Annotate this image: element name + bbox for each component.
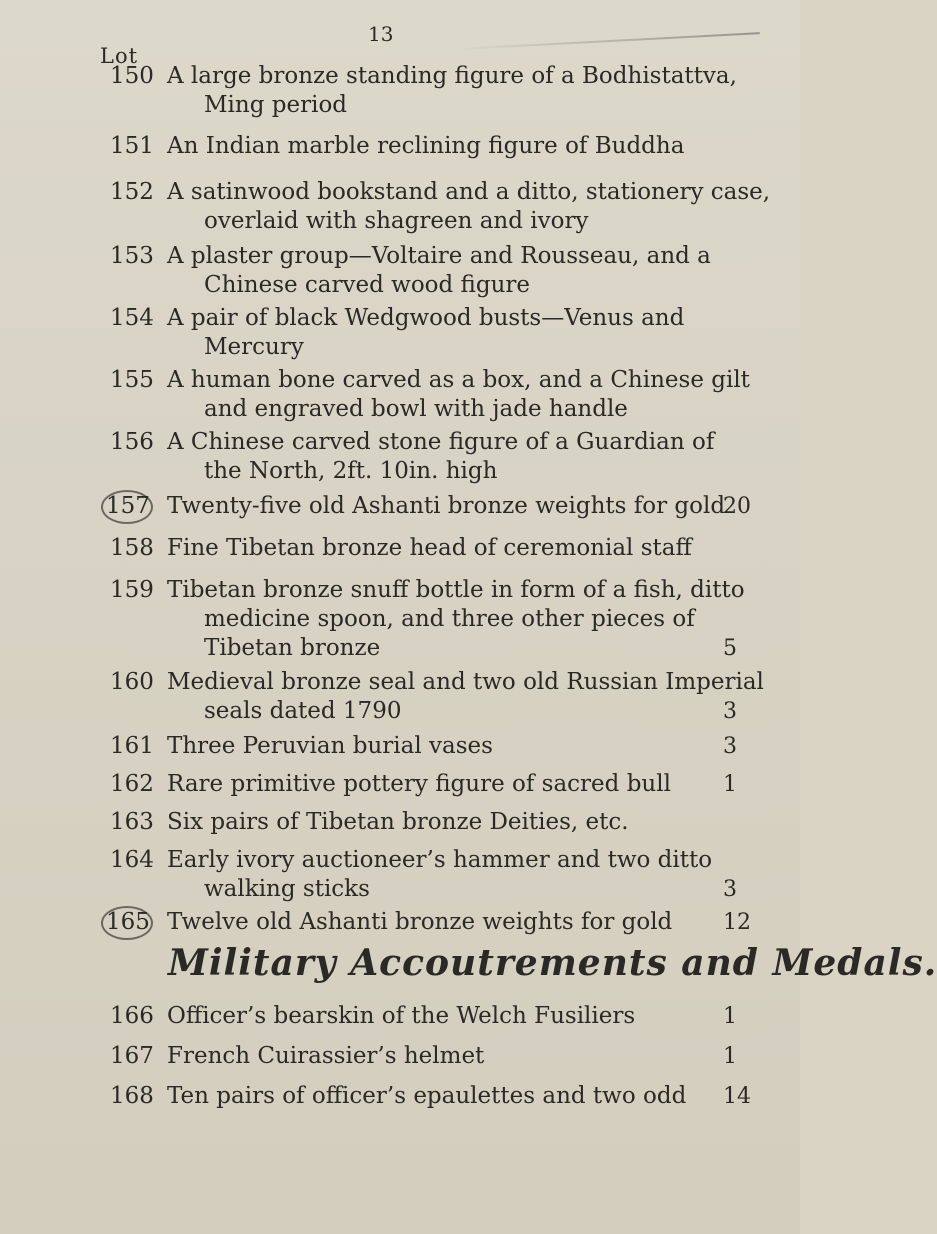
lot-column-header: Lot (100, 44, 139, 68)
lot-quantity: 5 (723, 636, 737, 661)
lot-number: 153 (110, 243, 154, 269)
page-number: 13 (368, 22, 394, 46)
lot-description: Twenty-five old Ashanti bronze weights for gold (167, 493, 726, 519)
lot-number: 166 (110, 1003, 154, 1029)
lot-description: A pair of black Wedgwood busts—Venus and Mercury (167, 305, 685, 360)
lot-description: A satinwood bookstand and a ditto, stationery case, overlaid with shagreen and ivory (167, 179, 771, 234)
lot-description: Rare primitive pottery figure of sacred bull (167, 771, 671, 797)
lot-description: Ten pairs of officer’s epaulettes and two odd (167, 1083, 687, 1109)
lot-description: Three Peruvian burial vases (167, 733, 493, 759)
lot-quantity: 3 (723, 877, 737, 902)
lot-quantity: 3 (723, 699, 737, 724)
lot-description: Six pairs of Tibetan bronze Deities, etc. (167, 809, 629, 835)
lot-description: Officer’s bearskin of the Welch Fusiliers (167, 1003, 636, 1029)
lot-quantity: 1 (723, 1044, 737, 1069)
lot-description: A human bone carved as a box, and a Chinese gilt and engraved bowl with jade handle (167, 367, 750, 422)
lot-description: A large bronze standing figure of a Bodhistattva, Ming period (167, 63, 737, 118)
lot-number: 156 (110, 429, 154, 455)
lot-number: 154 (110, 305, 154, 331)
lot-number: 167 (110, 1043, 154, 1069)
lot-quantity: 20 (723, 494, 751, 519)
lot-number: 155 (110, 367, 154, 393)
lot-number: 158 (110, 535, 154, 561)
lot-quantity: 1 (723, 772, 737, 797)
lot-number: 152 (110, 179, 154, 205)
section-heading: Military Accoutrements and Medals. (168, 942, 937, 984)
lot-number: 163 (110, 809, 154, 835)
lot-description: Tibetan bronze snuff bottle in form of a fish, ditto medicine spoon, and three other pieces of Tibetan bronze (167, 577, 745, 661)
lot-number: 151 (110, 133, 154, 159)
lot-description: Twelve old Ashanti bronze weights for gold (167, 909, 673, 935)
lot-number: 165 (106, 909, 150, 935)
lot-description: Fine Tibetan bronze head of ceremonial staff (167, 535, 692, 561)
lot-quantity: 1 (723, 1004, 737, 1029)
lot-description: An Indian marble reclining figure of Buddha (167, 133, 685, 159)
lot-description: A Chinese carved stone figure of a Guardian of the North, 2ft. 10in. high (167, 429, 715, 484)
lot-number: 162 (110, 771, 154, 797)
lot-number: 160 (110, 669, 154, 695)
lot-number: 157 (106, 493, 150, 519)
lot-quantity: 3 (723, 734, 737, 759)
lot-number: 168 (110, 1083, 154, 1109)
lot-number: 159 (110, 577, 154, 603)
lot-quantity: 12 (723, 910, 751, 935)
lot-number: 150 (110, 63, 154, 89)
lot-quantity: 14 (723, 1084, 751, 1109)
top-pencil-line (460, 32, 760, 50)
lot-description: A plaster group—Voltaire and Rousseau, and a Chinese carved wood figure (167, 243, 711, 298)
lot-number: 161 (110, 733, 154, 759)
lot-description: French Cuirassier’s helmet (167, 1043, 485, 1069)
lot-description: Early ivory auctioneer’s hammer and two ditto walking sticks (167, 847, 713, 902)
lot-description: Medieval bronze seal and two old Russian Imperial seals dated 1790 (167, 669, 764, 724)
lot-number: 164 (110, 847, 154, 873)
